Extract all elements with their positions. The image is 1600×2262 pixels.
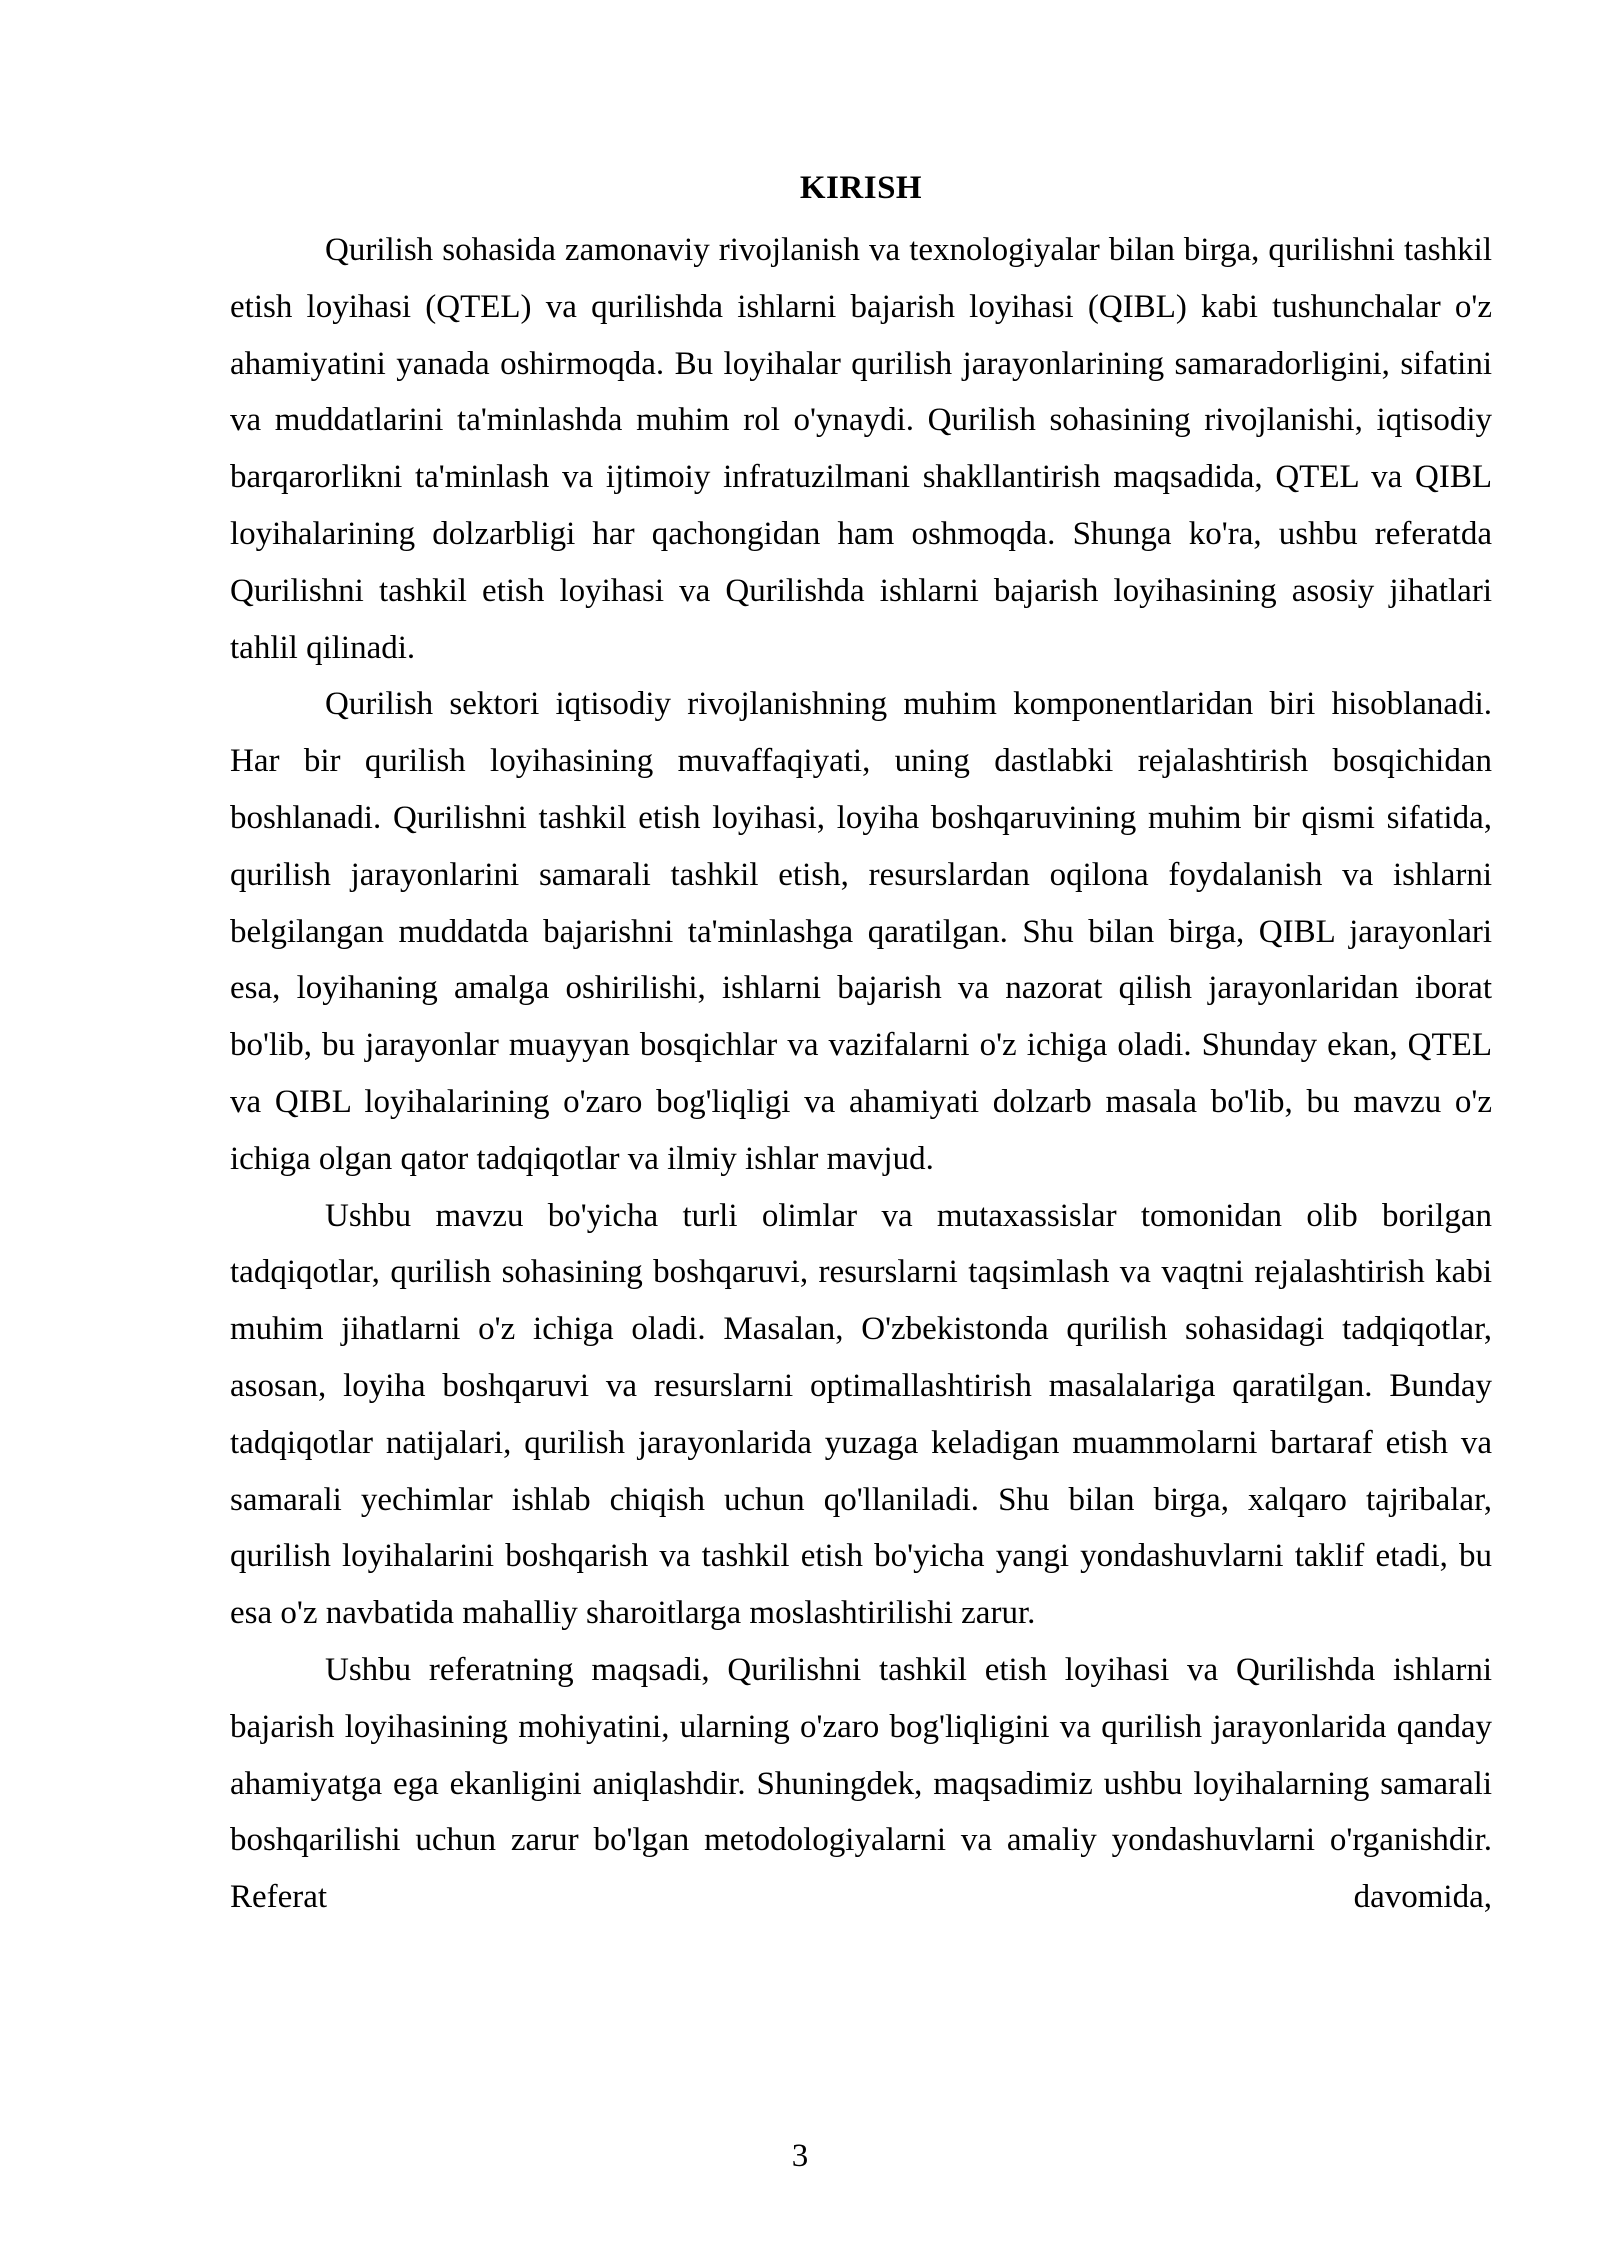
page-number: 3 <box>791 2138 809 2174</box>
paragraph-3: Ushbu mavzu bo'yicha turli olimlar va mutaxassislar tomonidan olib borilgan tadqiqotlar, qurilish sohasining boshqaruvi, resurslarni taqsimlash va vaqtni rejalashtirish kabi muhim jihatlarni o'z ichiga oladi. Masalan, O'zbekistonda qurilish sohasidagi tadqiqotlar, asosan, loyiha boshqaruvi va resurslarni optimallashtirish masalalariga qaratilgan. Bunday tadqiqotlar natijalari, qurilish jarayonlarida yuzaga keladigan muammolarni bartaraf etish va samarali yechimlar ishlab chiqish uchun qo'llaniladi. Shu bilan birga, xalqaro tajribalar, qurilish loyihalarini boshqarish va tashkil etish bo'yicha yangi yondashuvlarni taklif etadi, bu esa o'z navbatida mahalliy sharoitlarga moslashtirilishi zarur. <box>230 1197 1492 1632</box>
paragraph-4: Ushbu referatning maqsadi, Qurilishni tashkil etish loyihasi va Qurilishda ishlarni bajarish loyihasining mohiyatini, ularning o'zaro bog'liqligini va qurilish jarayonlarida qanday ahamiyatga ega ekanligini aniqlashdir. Shuningdek, maqsadimiz ushbu loyihalarning samarali boshqarilishi uchun zarur bo'lgan metodologiyalarni va amaliy yondashuvlarni o'rganishdir. Referat davomida, <box>230 1651 1492 1916</box>
paragraph-2: Qurilish sektori iqtisodiy rivojlanishning muhim komponentlaridan biri hisoblanadi. Har bir qurilish loyihasining muvaffaqiyati, uning dastlabki rejalashtirish bosqichidan boshlanadi. Qurilishni tashkil etish loyihasi, loyiha boshqaruvining muhim bir qismi sifatida, qurilish jarayonlarini samarali tashkil etish, resurslardan oqilona foydalanish va ishlarni belgilangan muddatda bajarishni ta'minlashga qaratilgan. Shu bilan birga, QIBL jarayonlari esa, loyihaning amalga oshirilishi, ishlarni bajarish va nazorat qilish jarayonlaridan iborat bo'lib, bu jarayonlar muayyan bosqichlar va vazifalarni o'z ichiga oladi. Shunday ekan, QTEL va QIBL loyihalarining o'zaro bog'liqligi va ahamiyati dolzarb masala bo'lib, bu mavzu o'z ichiga olgan qator tadqiqotlar va ilmiy ishlar mavjud. <box>230 686 1492 1177</box>
paragraph-1: Qurilish sohasida zamonaviy rivojlanish va texnologiyalar bilan birga, qurilishni tashkil etish loyihasi (QTEL) va qurilishda ishlarni bajarish loyihasi (QIBL) kabi tushunchalar o'z ahamiyatini yanada oshirmoqda. Bu loyihalar qurilish jarayonlarining samaradorligini, sifatini va muddatlarini ta'minlashda muhim rol o'ynaydi. Qurilish sohasining rivojlanishi, iqtisodiy barqarorlikni ta'minlash va ijtimoiy infratuzilmani shakllantirish maqsadida, QTEL va QIBL loyihalarining dolzarbligi har qachongidan ham oshmoqda. Shunga ko'ra, ushbu referatda Qurilishni tashkil etish loyihasi va Qurilishda ishlarni bajarish loyihasining asosiy jihatlari tahlil qilinadi. <box>230 232 1492 666</box>
section-title: KIRISH <box>799 170 923 206</box>
document-page <box>230 150 1492 1926</box>
